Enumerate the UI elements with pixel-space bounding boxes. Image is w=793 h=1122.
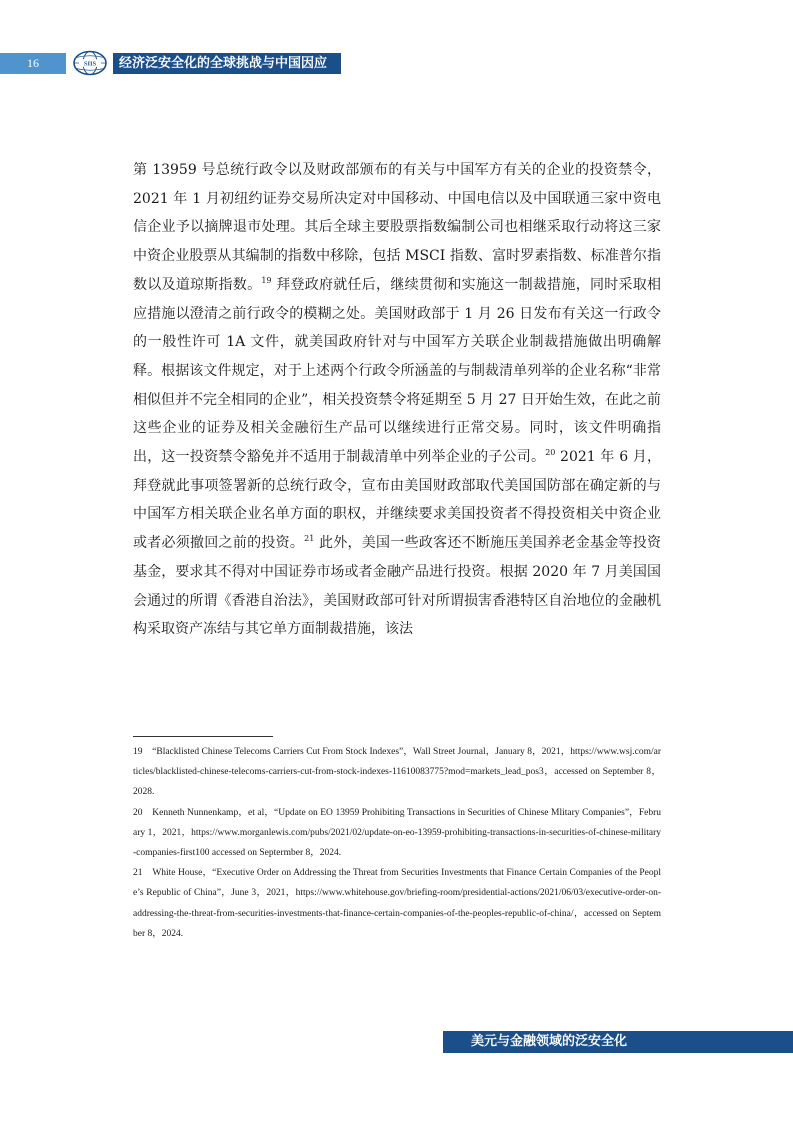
footnote-19: 19 “Blacklisted Chinese Telecoms Carriers Cut From Stock Indexes”，Wall Street Journal，January 8，2021，https://www.wsj.com/articles/blacklisted-chinese-telecoms-carriers-cut-from-stock-indexes-11610083775?mod=markets_lead_pos3，accessed on September 8，2028. — [133, 747, 661, 798]
footnote-ref-19[interactable]: 19 — [261, 275, 272, 285]
footnotes — [133, 742, 661, 944]
header-title: 经济泛安全化的全球挑战与中国因应 — [113, 53, 341, 74]
body-text-part-4: 此外，美国一些政客还不断施压美国养老金基金等投资基金，要求其不得对中国证券市场或者金融产品进行投资。根据 2020 年 7 月美国国会通过的所谓《香港自治法》，美国财政部可针对所谓损害香港特区自治地位的金融机构采取资产冻结与其它单方面制裁措施，该法 — [133, 535, 662, 638]
siis-logo-icon — [72, 50, 108, 76]
page-number: 16 — [0, 53, 66, 74]
body-text-part-1: 第 13959 号总统行政令以及财政部颁布的有关与中国军方有关的企业的投资禁令，2021 年 1 月初纽约证券交易所决定对中国移动、中国电信以及中国联通三家中资电信企业予以摘牌退市处理。其后全球主要股票指数编制公司也相继采取行动将这三家中资企业股票从其编制的指数中移除，包括 MSCI 指数、富时罗素指数、标准普尔指数以及道琼斯指数。 — [133, 162, 661, 293]
footnote-ref-20[interactable]: 20 — [545, 448, 556, 458]
footer-section-title: 美元与金融领域的泛安全化 — [443, 1031, 793, 1053]
footnote-divider — [133, 736, 273, 737]
body-text-part-3: 2021 年 6 月，拜登就此事项签署新的总统行政令，宣布由美国财政部取代美国国防部在确定新的与中国军方相关联企业名单方面的职权，并继续要求美国投资者不得投资相关中资企业或者必须撤回之前的投资。 — [133, 449, 661, 552]
body-paragraph — [133, 156, 661, 644]
footnote-20: 20 Kenneth Nunnenkamp，et al，“Update on EO 13959 Prohibiting Transactions in Securities of Chinese Mlitary Companies”，February 1，2021，https://www.morganlewis.com/pubs/2021/02/update-on-eo-13959-prohibiting-transactions-in-securities-of-chinese-military-companies-first100 accessed on Septermber 8，2024. — [133, 807, 661, 859]
logo-text: SIIS — [83, 60, 97, 68]
page-header — [0, 50, 793, 76]
footnote-21: 21 White House，“Executive Order on Addressing the Threat from Securities Investments that Finance Certain Companies of the People’s Republic of China”，June 3，2021，https://www.whitehouse.gov/briefing-room/presidential-actions/2021/06/03/executive-order-on-addressing-the-threat-from-securities-investments-that-finance-certain-companies-of-the-peoples-republic-of-china/，accessed on September 8，2024. — [133, 868, 661, 939]
body-text-part-2: 拜登政府就任后，继续贯彻和实施这一制裁措施，同时采取相应措施以澄清之前行政令的模糊之处。美国财政部于 1 月 26 日发布有关这一行政令的一般性许可 1A 文件，就美国政府针对与中国军方关联企业制裁措施做出明确解释。根据该文件规定，对于上述两个行政令所涵盖的与制裁清单列举的企业名称“非常相似但并不完全相同的企业”，相关投资禁令将延期至 5 月 27 日开始生效，在此之前这些企业的证券及相关金融衍生产品可以继续进行正常交易。同时，该文件明确指出，这一投资禁令豁免并不适用于制裁清单中列举企业的子公司。 — [133, 276, 661, 466]
footnote-ref-21[interactable]: 21 — [304, 534, 315, 544]
